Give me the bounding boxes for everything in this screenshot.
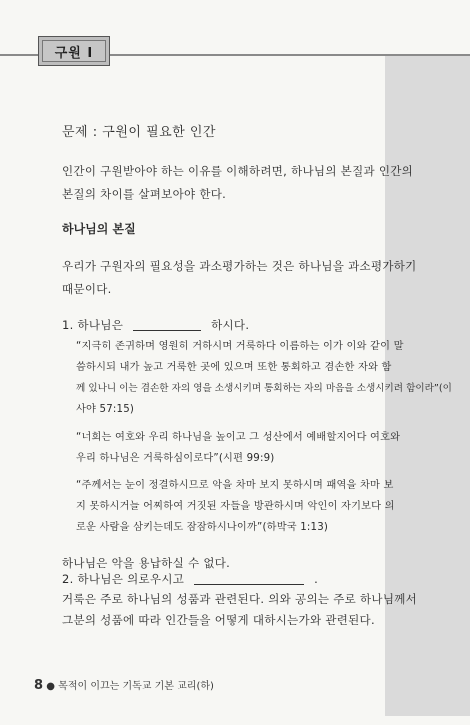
item2 bbox=[62, 568, 318, 590]
quote2-line-2: 우리 하나님은 거룩하심이로다”(시편 99:9) bbox=[76, 453, 275, 464]
quote1-line-4: 사야 57:15) bbox=[76, 404, 135, 415]
page-title: 문제 : 구원이 필요한 인간 bbox=[62, 125, 216, 140]
item1-blank bbox=[133, 318, 201, 331]
item2-prefix: 2. 하나님은 의로우시고 bbox=[62, 572, 185, 586]
quote1-line-2: 씀하시되 내가 높고 거룩한 곳에 있으며 또한 통회하고 겸손한 자와 함 bbox=[76, 362, 392, 373]
item1 bbox=[62, 314, 249, 336]
para1-line-2: 때문이다. bbox=[62, 282, 112, 296]
quote2-line-1: “너희는 여호와 우리 하나님을 높이고 그 성산에서 예배할지어다 여호와 bbox=[76, 432, 401, 443]
section-tag-label: 구원 I bbox=[42, 40, 106, 62]
quote3-line-1: “주께서는 눈이 정결하시므로 악을 차마 보지 못하시며 패역을 차마 보 bbox=[76, 480, 394, 491]
item1-prefix: 1. 하나님은 bbox=[62, 318, 124, 332]
page-number: 8 bbox=[34, 678, 44, 693]
quote1-line-3: 께 있나니 이는 겸손한 자의 영을 소생시키며 통회하는 자의 마음을 소생시키려 함이라”(이 bbox=[76, 383, 452, 394]
subheading: 하나님의 본질 bbox=[62, 222, 136, 236]
intro-line-2: 본질의 차이를 살펴보아야 한다. bbox=[62, 187, 227, 201]
section-tag bbox=[38, 36, 110, 66]
item1-suffix: 하시다. bbox=[211, 318, 250, 332]
para2-line-1: 거룩은 주로 하나님의 성품과 관련된다. 의와 공의는 주로 하나님께서 bbox=[62, 592, 418, 606]
footer-bullet: ● bbox=[46, 681, 55, 692]
book-title: 목적이 이끄는 기독교 기본 교리(하) bbox=[58, 681, 214, 692]
para2-line-2: 그분의 성품에 따라 인간들을 어떻게 대하시는가와 관련된다. bbox=[62, 613, 375, 627]
intro-line-1: 인간이 구원받아야 하는 이유를 이해하려면, 하나님의 본질과 인간의 bbox=[62, 164, 414, 178]
page-footer bbox=[34, 677, 214, 693]
quote1-line-1: “지극히 존귀하며 영원히 거하시며 거룩하다 이름하는 이가 이와 같이 말 bbox=[76, 341, 404, 352]
statement1: 하나님은 악을 용납하실 수 없다. bbox=[62, 556, 231, 570]
quote3-line-3: 로운 사람을 삼키는데도 잠잠하시나이까”(하박국 1:13) bbox=[76, 522, 329, 533]
item2-blank bbox=[194, 572, 304, 585]
quote3-line-2: 지 못하시거늘 어찌하여 거짓된 자들을 방관하시며 악인이 자기보다 의 bbox=[76, 501, 395, 512]
para1-line-1: 우리가 구원자의 필요성을 과소평가하는 것은 하나님을 과소평가하기 bbox=[62, 259, 417, 273]
item2-suffix: . bbox=[314, 572, 319, 586]
